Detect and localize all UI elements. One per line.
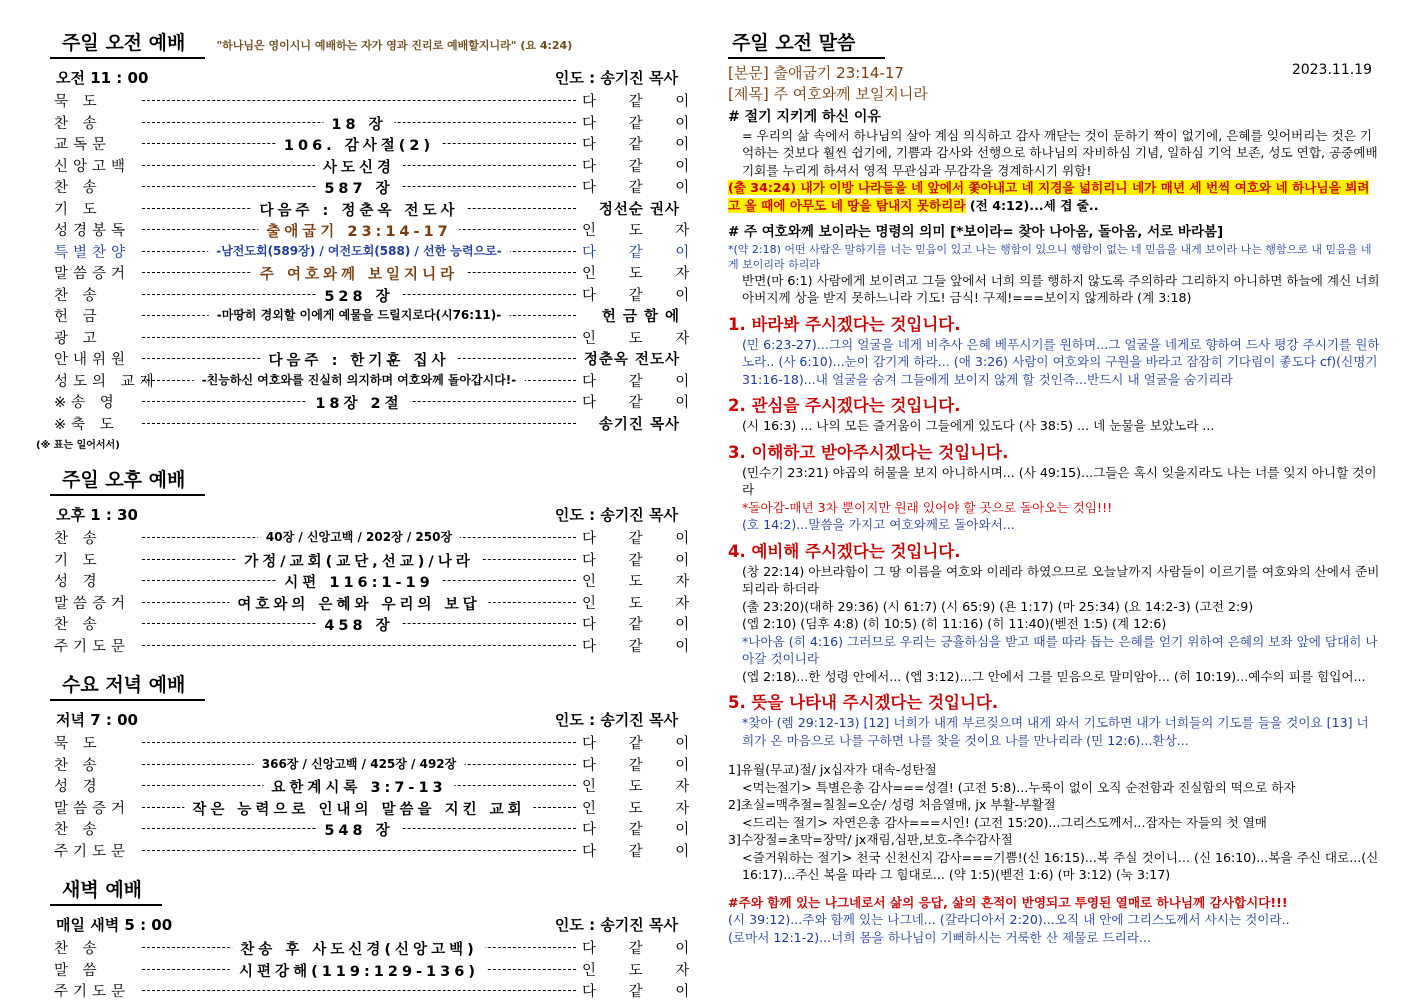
order-content [142,797,576,818]
order-row [50,176,704,198]
section2-heading: # 주 여호와께 보이라는 명령의 의미 [*보이라= 찾아 나아옴, 돌아옴, 서로 바라봄] [728,224,1224,240]
order-content [142,635,576,656]
order-performer: 송기진 목사 [598,416,680,433]
order-row [50,613,704,635]
feast3-detail: <즐거워하는 절기> 천국 신천신지 감사===기쁨!(신 16:15)...복 주실 것이니... (신 16:10)...복을 주신 대로...(신 16:17)...주신 복을 따라 그 힘대로... (약 1:5)(벧전 1:6) (마 3:12) (눅 3:17) [742,849,1379,882]
morning-header-row [56,67,678,88]
order-detail: 다음주 : 한기훈 집사 [261,349,458,369]
order-detail: 366장 / 신앙고백 / 425장 / 492장 [254,755,465,772]
point4-text5: (엡 2:18)...한 성령 안에서... (엡 3:12)...그 안에서 그를 믿음으로 말미암아... (히 10:19)...예수의 피를 힘입어... [742,668,1366,684]
morning-service-title: 주일 오전 예배 [50,28,205,59]
order-row [50,370,704,392]
order-performer: 인 도 자 [582,779,704,796]
order-row [50,840,704,862]
order-content [142,527,576,548]
order-label: 말씀증거 [54,595,131,612]
feast1: 1]유월(무교)절/ jx십자가 대속-성탄절 [728,762,937,777]
order-row [50,732,704,754]
afternoon-service [50,465,704,656]
section1-verse-block [728,179,1380,214]
order-performer: 다 같 이 [582,617,704,634]
point4-text1: (창 22:14) 아브라함이 그 땅 이름을 여호와 이레라 하였으므로 오늘날까지 사람들이 이르기를 여호와의 산에서 준비되리라 하더라 [742,563,1380,596]
order-label: 성도의 교제 [54,373,159,390]
order-performer: 다 같 이 [582,137,704,154]
order-label: 찬 송 [54,287,102,304]
dashed-leader [142,100,576,101]
order-performer: 정선순 권사 [598,201,680,218]
order-detail: 587 장 [316,177,401,197]
standing-note: (※ 표는 일어서서) [36,440,120,451]
order-label: 찬 송 [54,941,102,958]
order-performer: 인 도 자 [582,595,704,612]
order-content [142,754,576,775]
order-performer: 다 같 이 [582,373,704,390]
order-detail: 18장 2절 [307,392,410,412]
order-content [142,262,576,283]
point4-heading: 4. 예비해 주시겠다는 것입니다. [728,541,961,561]
order-row [50,348,680,370]
order-performer: 다 같 이 [582,158,704,175]
order-detail: 106. 감사절(2) [276,134,442,154]
order-performer: 다 같 이 [582,115,704,132]
order-row [50,549,704,571]
order-performer: 인 도 자 [582,266,704,283]
order-detail: -마땅히 경외할 이에게 예물을 드릴지로다(시76:11)- [209,306,510,323]
order-content [142,775,576,796]
order-label: 찬 송 [54,531,102,548]
afternoon-order-list [50,527,704,656]
closing-verse1: (시 39:12)...주와 함께 있는 나그네... (갈라디아서 2:20)...오직 내 안에 그리스도께서 사시는 것이라.. [728,912,1290,927]
order-content [142,284,576,305]
order-label: 묵 도 [54,94,102,111]
order-row [50,570,704,592]
order-label: 특별찬양 [54,244,131,261]
order-label: 말 씀 [54,962,102,979]
dawn-time: 매일 새벽 5 : 00 [56,916,173,934]
point1-heading: 1. 바라봐 주시겠다는 것입니다. [728,314,961,334]
section1-verse: (출 34:24) 내가 이방 나라들을 네 앞에서 쫓아내고 네 지경을 넓히리니 네가 매년 세 번씩 여호와 네 하나님을 뵈려고 올 때에 아무도 네 땅을 탐내지 못하리라 [728,180,1370,213]
order-content [142,219,576,240]
point3-text1: (민수기 23:21) 야곱의 허물을 보지 아니하시며... (사 49:15)...그들은 혹시 잊을지라도 나는 너를 잊지 아니할 것이라 [742,464,1377,497]
order-row [50,262,704,284]
order-label: 찬 송 [54,822,102,839]
order-performer: 정춘옥 전도사 [583,352,680,369]
dawn-header-row [56,914,678,935]
order-performer: 다 같 이 [582,757,704,774]
order-row [50,90,704,112]
order-content [142,937,576,958]
order-content [142,413,576,434]
dashed-leader [142,990,576,991]
sermon-info-row [728,62,1380,104]
point5-heading: 5. 뜻을 나타내 주시겠다는 것입니다. [728,693,999,712]
order-content [142,391,576,412]
order-row [50,818,704,840]
closing-verse2: (로마서 12:1-2)...너희 몸을 하나님이 기뻐하시는 거룩한 산 제물로 드리라... [728,929,1152,945]
order-detail: -친능하신 여호와를 진실히 의지하며 여호와께 돌아갑시다!- [194,371,525,388]
feast1-detail: <먹는절기> 특별은총 감사===성결! (고전 5:8)...누룩이 없이 오직 순전함과 진실함의 떡으로 하자 [742,779,1296,795]
sermon-scripture: [본문] 출애굽기 23:14-17 [728,64,904,82]
order-detail: 548 장 [316,819,401,839]
section2-paragraph: 반면(마 6:1) 사람에게 보이려고 그들 앞에서 너희 의를 행하지 않도록 주의하라 그리하지 아니하면 하늘에 계신 너희 아버지께 상을 받지 못하느니라 기도! 금식! 구제!===보이지 않게하라 (계 3:18) [742,272,1380,305]
order-row [50,413,680,435]
section1-heading: # 절기 지키게 하신 이유 [728,109,881,125]
order-performer: 다 같 이 [582,984,704,1001]
order-content [142,198,576,219]
order-label: 광 고 [54,330,102,347]
order-label: 주기도문 [54,638,131,655]
order-detail: 다음주 : 정춘옥 전도사 [251,199,466,219]
order-content [142,980,576,1001]
order-row [50,198,680,220]
order-detail: 사도신경 [315,156,403,176]
order-performer: 인 도 자 [582,962,704,979]
order-label: 주기도문 [54,984,131,1001]
afternoon-time: 오후 1 : 30 [56,506,138,524]
order-performer: 다 같 이 [582,638,704,655]
order-performer: 인 도 자 [582,330,704,347]
order-row [50,133,704,155]
order-content [142,959,576,980]
order-row [50,284,704,306]
order-detail: 18 장 [323,113,394,133]
order-content [142,613,576,634]
order-row [50,305,680,327]
wednesday-time: 저녁 7 : 00 [56,711,138,729]
order-content [142,241,576,262]
order-label: 교독문 [54,137,112,154]
order-label: ※축 도 [54,416,119,433]
order-label: 찬 송 [54,180,102,197]
order-content [142,592,576,613]
section2-small-note: *(약 2:18) 어떤 사람은 말하기를 너는 믿음이 있고 나는 행함이 있으니 행함이 없는 네 믿음을 내게 보이라 나는 행함으로 내 믿음을 네게 보이리라 하리라 [728,242,1372,271]
order-label: 말씀증거 [54,266,131,283]
order-detail: 찬송 후 사도신경(신앙고백) [232,938,485,958]
point4-text2: (출 23:20)(대하 29:36) (시 61:7) (시 65:9) (욘 1:17) (마 25:34) (요 14:2-3) (고전 2:9) [742,598,1254,614]
order-content [142,348,576,369]
order-detail: 528 장 [316,285,401,305]
order-row [50,391,704,413]
order-row [50,219,704,241]
point2-text: (시 16:3) ... 나의 모든 즐거움이 그들에게 있도다 (사 38:5) ... 네 눈물을 보았노라 ... [742,418,1215,433]
point3-heading: 3. 이해하고 받아주시겠다는 것입니다. [728,442,1009,462]
order-label: ※송 영 [54,395,119,412]
order-detail: 40장 / 신앙고백 / 202장 / 250장 [258,528,460,545]
order-performer: 다 같 이 [582,287,704,304]
order-content [142,818,576,839]
wednesday-service [50,670,704,861]
order-performer: 인 도 자 [582,574,704,591]
point5-text: *찾아 (렘 29:12-13) [12] 너희가 내게 부르짖으며 내게 와서 기도하면 내가 너희들의 기도를 들을 것이요 [13] 너희가 온 마음으로 나를 구하면 나를 찾을 것이요 나를 만나리라 (민 12:6)...환상... [742,715,1369,748]
feast2-detail: <드리는 절기> 자연은총 감사===시인! (고전 15:20)...그리스도께서...잠자는 자들의 첫 열매 [742,814,1267,830]
order-detail: 주 여호와께 보일지니라 [252,263,466,283]
dashed-leader [142,742,576,743]
order-label: 찬 송 [54,617,102,634]
order-row [50,797,704,819]
worship-order-column [36,28,704,1002]
wednesday-order-list [50,732,704,861]
order-detail: 여호와의 은혜와 우리의 보답 [229,593,488,613]
order-row [50,980,704,1002]
order-detail: 출애굽기 23:14-17 [258,220,459,240]
point4-text3: (엡 2:10) (딤후 4:8) (히 10:5) (히 11:16) (히 11:40)(벧전 1:5) (계 12:6) [742,616,1167,631]
dawn-service [50,875,704,1002]
order-row [50,112,704,134]
sermon-column [728,28,1380,946]
order-detail: 가정/교회(교단,선교)/나라 [236,550,481,570]
order-label: 찬 송 [54,115,102,132]
order-label: 말씀증거 [54,800,131,817]
order-performer: 다 같 이 [582,843,704,860]
order-performer: 다 같 이 [582,552,704,569]
morning-order-list [50,90,704,434]
order-content [142,327,576,348]
order-content [142,176,576,197]
order-row [50,635,704,657]
order-row [50,241,704,263]
order-label: 찬 송 [54,757,102,774]
order-label: 성 경 [54,574,102,591]
order-row [50,937,704,959]
order-label: 성 경 [54,779,102,796]
order-label: 기 도 [54,201,102,218]
order-performer: 다 같 이 [582,822,704,839]
order-performer: 인 도 자 [582,800,704,817]
order-performer: 다 같 이 [582,531,704,548]
feasts-block [728,761,1380,884]
wednesday-service-title: 수요 저녁 예배 [50,670,205,701]
order-content [142,155,576,176]
order-performer: 인 도 자 [582,223,704,240]
sermon-title: 주일 오전 말씀 [728,28,885,59]
section1-verse-tail: (전 4:12)...세 겹 줄.. [969,197,1099,213]
closing-exhortation: #주와 함께 있는 나그네로서 삶의 응답, 삶의 흔적이 반영되고 투영된 열매로 하나님께 감사합시다!!! [728,894,1288,910]
point3-text2: *돌아감-매년 3차 뿐이지만 원래 있어야 할 곳으로 돌아오는 것임!!! [742,499,1113,515]
order-detail: 458 장 [316,614,401,634]
afternoon-service-title: 주일 오후 예배 [50,465,205,496]
order-label: 성경봉독 [54,223,131,240]
morning-leader: 인도 : 송기진 목사 [554,69,678,87]
order-detail: 요한계시록 3:7-13 [263,776,454,796]
sermon-subject: [제목] 주 여호와께 보일지니라 [728,85,928,103]
order-row [50,775,704,797]
dashed-leader [142,423,576,424]
order-row [50,327,704,349]
dashed-leader [142,645,576,646]
order-label: 기 도 [54,552,102,569]
section1-paragraph: = 우리의 삶 속에서 하나님의 살아 계심 의식하고 감사 깨닫는 것이 둔하기 짝이 없기에, 은혜를 잊어버리는 것은 기억하는 것보다 훨씬 쉽기에, 기쁨과 감사와 선행으로 하나님의 자비하심 기념, 일하심 기억 보존, 성도 연합, 공중예배 기회를 누리게 하셔서 영적 무관심과 무감각을 경계하시기 위함! [742,127,1378,178]
order-label: 주기도문 [54,843,131,860]
order-performer: 헌 금 함 에 [601,309,680,326]
point1-text: (민 6:23-27)...그의 얼굴을 네게 비추사 은혜 베푸시기를 원하며...그 얼굴을 네게로 향하여 드사 평강 주시기를 원하노라.. (사 6:10)...눈이 감기게 하라... (애 3:26) 사람이 여호와의 구원을 바라고 잠잠히 기다림이 좋도다 cf)(신명기 31:16-18)...내 얼굴을 숨겨 그들에게 보이지 않게 할 것인즉...반드시 내 얼굴을 숨기리라 [742,336,1380,387]
order-content [142,732,576,753]
order-detail: -남전도회(589장) / 여전도회(588) / 선한 능력으로- [208,242,510,259]
point4-text4: *나아옴 (히 4:16) 그러므로 우리는 긍휼하심을 받고 때를 따라 돕는 은혜를 얻기 위하여 은혜의 보좌 앞에 담대히 나아갈 것이니라 [742,633,1378,666]
wednesday-leader: 인도 : 송기진 목사 [554,711,678,729]
order-content [142,112,576,133]
order-performer: 다 같 이 [582,941,704,958]
order-row [50,959,704,981]
order-performer: 다 같 이 [582,244,704,261]
order-performer: 다 같 이 [582,180,704,197]
wednesday-header-row [56,709,678,730]
feast2: 2]초실=맥추절=칠칠=오순/ 성령 처음열매, jx 부활-부활절 [728,797,1056,812]
morning-service [36,28,704,451]
order-performer: 다 같 이 [582,395,704,412]
feast3: 3]수장절=초막=장막/ jx재림,심판,보호-추수감사절 [728,832,1013,847]
order-label: 헌 금 [54,309,102,326]
dashed-leader [142,850,576,851]
order-row [50,527,704,549]
order-row [50,155,704,177]
order-detail: 시편 116:1-19 [276,571,441,591]
order-content [142,305,576,326]
order-label: 신앙고백 [54,158,131,175]
order-content [142,370,576,391]
point2-heading: 2. 관심을 주시겠다는 것입니다. [728,396,961,415]
dawn-service-title: 새벽 예배 [50,875,162,906]
order-performer: 다 같 이 [582,94,704,111]
order-content [142,549,576,570]
order-row [50,592,704,614]
order-content [142,570,576,591]
order-detail: 작은 능력으로 인내의 말씀을 지킨 교회 [184,798,533,818]
order-label: 묵 도 [54,736,102,753]
order-content [142,90,576,111]
order-content [142,133,576,154]
morning-time: 오전 11 : 00 [56,69,149,87]
order-content [142,840,576,861]
afternoon-header-row [56,504,678,525]
order-label: 안내위원 [54,352,131,369]
sermon-date: 2023.11.19 [1291,62,1372,78]
afternoon-leader: 인도 : 송기진 목사 [554,506,678,524]
order-performer: 다 같 이 [582,736,704,753]
dashed-leader [142,337,576,338]
dawn-leader: 인도 : 송기진 목사 [554,916,678,934]
order-detail: 시편강해(119:129-136) [231,960,487,980]
order-row [50,754,704,776]
morning-motto: "하나님은 영이시니 예배하는 자가 영과 진리로 예배할지니라" (요 4:24) [216,39,573,52]
point3-text3: (호 14:2)...말씀을 가지고 여호와께로 돌아와서... [742,517,1015,532]
